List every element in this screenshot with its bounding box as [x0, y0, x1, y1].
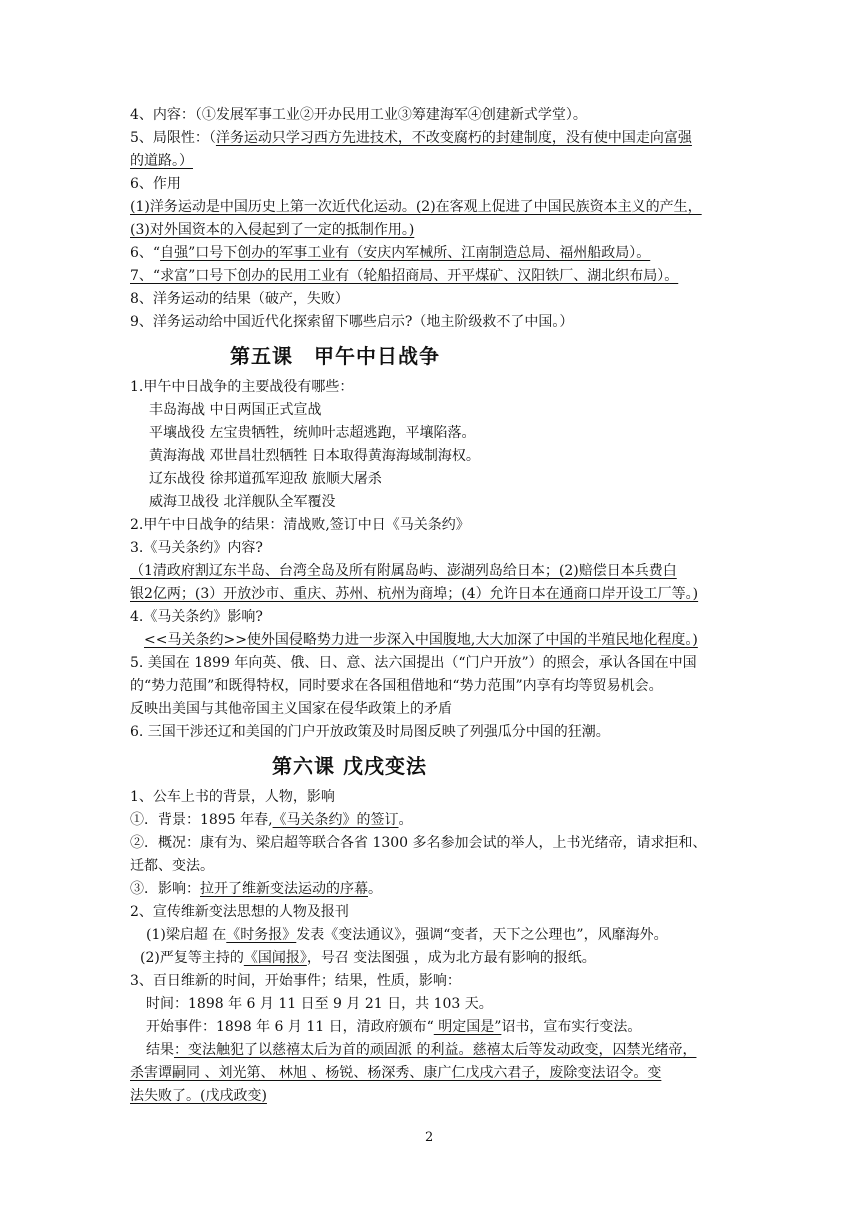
question: 3、百日维新的时间，开始事件；结果，性质，影响：	[130, 973, 461, 989]
underlined-text: 明定国是”	[433, 1019, 502, 1035]
underlined-text: 《马关条约》的签订	[272, 812, 399, 828]
paragraph-text: 迁都、变法。	[130, 858, 214, 874]
text-line	[130, 809, 413, 831]
text-line	[130, 970, 461, 992]
battle-item: 丰岛海战 中日两国正式宣战	[149, 402, 322, 418]
lesson-5-heading: 第五课 甲午中日战争	[230, 344, 440, 368]
text-line	[130, 104, 587, 126]
text-line	[130, 560, 677, 582]
question: 1.甲午中日战争的主要战役有哪些：	[130, 379, 354, 395]
item-label: 6、“	[130, 245, 161, 261]
text-line	[130, 173, 181, 195]
text-line	[146, 1039, 696, 1061]
item-8: 8、洋务运动的结果（破产，失败）	[130, 291, 349, 307]
label: 结果	[146, 1042, 174, 1058]
label: ③．影响：	[130, 881, 200, 897]
text-line	[146, 1016, 641, 1038]
underlined-text: 自强”口号下创办的军事工业有（安庆内军械所、江南制造总局、福州船政局）。	[160, 245, 651, 261]
text-line	[130, 1062, 661, 1084]
paragraph-text: ，号召 变法图强 ，成为北方最有影响的报纸。	[306, 950, 596, 966]
page-number: 2	[425, 1130, 434, 1145]
text-line	[130, 127, 692, 149]
underlined-text: 银2亿两；(3）开放沙市、重庆、苏州、杭州为商埠；(4）允许日本在通商口岸开设工厂等。)	[130, 586, 699, 602]
text-line	[130, 901, 349, 923]
underlined-text: 《国闻报》	[243, 950, 307, 966]
text-line	[130, 652, 697, 674]
text-line	[149, 445, 480, 467]
punct: 。	[368, 881, 382, 897]
underlined-text: 的道路。）	[130, 153, 193, 169]
item-5-label: 5、局限性：（	[130, 130, 216, 146]
battle-item: 威海卫战役 北洋舰队全军覆没	[149, 494, 336, 510]
label: (1)梁启超 在	[146, 927, 227, 943]
paragraph-text: 诏书，宣布实行变法。	[501, 1019, 642, 1035]
text-line	[130, 311, 573, 333]
underlined-text: ：变法触犯了以慈禧太后为首的顽固派 的利益。慈禧太后等发动政变，囚禁光绪帝，	[174, 1042, 697, 1058]
text-line	[130, 288, 349, 310]
paragraph-text: 反映出美国与其他帝国主义国家在侵华政策上的矛盾	[130, 701, 452, 717]
text-line	[130, 514, 470, 536]
text-line	[149, 491, 335, 513]
paragraph-text: 6. 三国干涉还辽和美国的门户开放政策及时局图反映了列强瓜分中国的狂潮。	[130, 724, 610, 740]
label: 开始事件：1898 年 6 月 11 日，清政府颁布“	[146, 1019, 434, 1035]
underlined-text: 洋务运动只学习西方先进技术，不改变腐朽的封建制度，没有使中国走向富强	[215, 130, 692, 146]
text-line	[149, 468, 382, 490]
paragraph-text: 发表《变法通议》，强调“变者，天下之公理也”，风靡海外。	[296, 927, 668, 943]
underlined-text: 法失败了。(戊戌政变)	[130, 1088, 267, 1104]
underlined-text: <<马关条约>>使外国侵略势力进一步深入中国腹地,大大加深了中国的半殖民地化程度。)	[144, 632, 698, 648]
text-line	[130, 786, 335, 808]
battle-item: 黄海海战 邓世昌壮烈牺牲 日本取得黄海海域制海权。	[149, 448, 480, 464]
text-line	[144, 629, 698, 651]
text-line	[130, 698, 452, 720]
underlined-text: 《时务报》	[226, 927, 297, 943]
text-line	[130, 878, 382, 900]
question: 1、公车上书的背景，人物，影响	[130, 789, 335, 805]
underlined-text: (3)对外国资本的入侵起到了一定的抵制作用。)	[130, 222, 415, 238]
text-line	[130, 376, 353, 398]
battle-item: 辽东战役 徐邦道孤军迎敌 旅顺大屠杀	[149, 471, 382, 487]
text-line	[130, 242, 650, 264]
text-line	[140, 947, 596, 969]
text-line	[130, 675, 663, 697]
text-line	[130, 537, 263, 559]
underlined-text: 杀害谭嗣同 、刘光第、 林旭 、杨锐、杨深秀、康广仁戊戌六君子，废除变法诏令。变	[130, 1065, 662, 1081]
text-line	[130, 265, 678, 287]
label: (2)严复等主持的	[140, 950, 244, 966]
text-line	[130, 1085, 267, 1107]
item-9: 9、洋务运动给中国近代化探索留下哪些启示?（地主阶级救不了中国。）	[130, 314, 574, 330]
paragraph-text: 时间：1898 年 6 月 11 日至 9 月 21 日，共 103 天。	[146, 996, 493, 1012]
underlined-text: (1)洋务运动是中国历史上第一次近代化运动。(2)在客观上促进了中国民族资本主义的产生，	[130, 199, 702, 215]
text-line	[130, 219, 414, 241]
punct: 。	[398, 812, 413, 828]
question: 4.《马关条约》影响?	[130, 609, 263, 625]
paragraph-text: 5. 美国在 1899 年向英、俄、日、意、法六国提出（“门户开放”）的照会，承认各国在中国	[130, 655, 697, 671]
text-line	[130, 606, 263, 628]
text-line	[149, 399, 321, 421]
text-line	[149, 422, 475, 444]
text-line	[130, 855, 214, 877]
underlined-text: 7、“求富”口号下创办的民用工业有（轮船招商局、开平煤矿、汉阳铁厂、湖北织布局）。	[130, 268, 679, 284]
label: ①．背景：1895 年春,	[130, 812, 273, 828]
text-line	[146, 924, 668, 946]
text-line	[130, 583, 698, 605]
underlined-text: 拉开了维新变法运动的序幕	[200, 881, 368, 897]
text-line	[130, 721, 610, 743]
question: 2.甲午中日战争的结果：清战败,签订中日《马关条约》	[130, 517, 470, 533]
question: 2、宣传维新变法思想的人物及报刊	[130, 904, 349, 920]
battle-item: 平壤战役 左宝贵牺牲，统帅叶志超逃跑，平壤陷落。	[149, 425, 476, 441]
text-line	[146, 993, 493, 1015]
lesson-6-heading: 第六课 戊戌变法	[272, 754, 427, 778]
item-6-label: 6、作用	[130, 176, 181, 192]
underlined-text: （1清政府割辽东半岛、台湾全岛及所有附属岛屿、澎湖列岛给日本；(2)赔偿日本兵费白	[130, 563, 677, 579]
paragraph-text: 的“势力范围”和既得特权，同时要求在各国租借地和“势力范围”内享有均等贸易机会。	[130, 678, 663, 694]
question: 3.《马关条约》内容?	[130, 540, 263, 556]
paragraph-text: ②．概况：康有为、梁启超等联合各省 1300 多名参加会试的举人，上书光绪帝，请求拒和、	[130, 835, 707, 851]
text-line	[130, 150, 193, 172]
text-line	[130, 832, 707, 854]
item-4-content: 4、内容：（①发展军事工业②开办民用工业③筹建海军④创建新式学堂）。	[130, 107, 587, 123]
text-line	[130, 196, 702, 218]
